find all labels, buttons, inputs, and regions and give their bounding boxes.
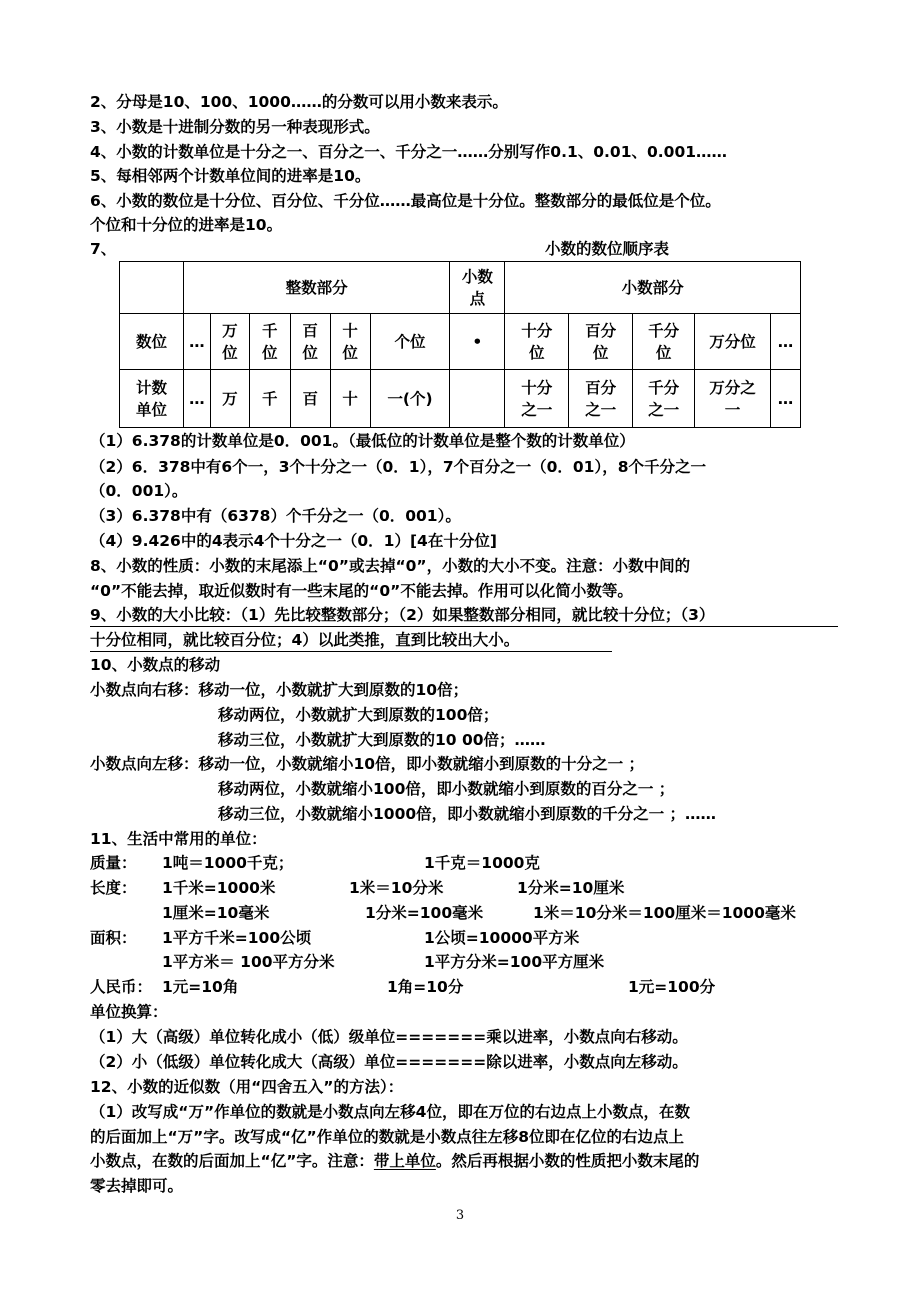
move-left-2: 移动两位，小数就缩小100倍，即小数就缩小到原数的百分之一 ； (218, 780, 675, 798)
table-cell: 千分位 (633, 314, 695, 370)
table-cell: … (183, 314, 210, 370)
approx-line-3 (90, 1151, 699, 1171)
table-cell: 千分之一 (633, 370, 695, 428)
money-unit-1: 1元=10角 (162, 978, 239, 996)
line-6a: 6、小数的数位是十分位、百分位、千分位……最高位是十分位。整数部分的最低位是个位。 (90, 192, 721, 210)
section-11-title: 11、生活中常用的单位： (90, 830, 267, 848)
table-cell: 百位 (290, 314, 330, 370)
length-label: 长度： (90, 879, 137, 897)
integer-part-header: 整数部分 (183, 262, 449, 314)
length-unit-4: 1厘米=10毫米 (162, 904, 270, 922)
approx-line-1: （1）改写成“万”作单位的数就是小数点向左移4位，即在万位的右边点上小数点，在数 (90, 1103, 690, 1121)
table-cell: 万 (210, 370, 249, 428)
row-label-unit: 计数单位 (120, 370, 184, 428)
table-cell: 一(个) (370, 370, 450, 428)
table-cell: 百 (290, 370, 330, 428)
property-9a-underlined: 先比较整数部分；（2）如果整数部分相同，就比较十分位；（3） (274, 606, 715, 624)
table-cell: 十分之一 (505, 370, 569, 428)
area-unit-1: 1平方千米=100公顷 (162, 929, 312, 947)
line-7: 7、 (90, 240, 117, 258)
table-corner-cell (120, 262, 184, 314)
page-number: 3 (455, 1208, 465, 1223)
mass-unit-2: 1千克＝1000克 (424, 854, 540, 872)
area-unit-4: 1平方分米=100平方厘米 (424, 953, 605, 971)
table-row-unit (120, 370, 801, 428)
table-cell: 万分位 (695, 314, 771, 370)
table-cell: 个位 (370, 314, 450, 370)
line-3: 3、小数是十进制分数的另一种表现形式。 (90, 118, 380, 136)
table-cell (450, 370, 505, 428)
table-cell: … (183, 370, 210, 428)
property-9a-prefix: 9、小数的大小比较：（1） (90, 606, 275, 624)
length-unit-1: 1千米=1000米 (162, 879, 276, 897)
line-4: 4、小数的计数单位是十分之一、百分之一、千分之一……分别写作0.1、0.01、0.001…… (90, 143, 728, 161)
table-cell: 十 (330, 370, 370, 428)
length-unit-6: 1米＝10分米＝100厘米＝1000毫米 (533, 904, 796, 922)
table-cell: 百分之一 (569, 370, 633, 428)
move-right-1: 小数点向右移：移动一位，小数就扩大到原数的10倍； (90, 681, 469, 699)
approx-line-4: 零去掉即可。 (90, 1177, 184, 1195)
decimal-point-header: 小数点 (450, 262, 505, 314)
length-unit-2: 1米＝10分米 (349, 879, 444, 897)
approx-line-3-underlined: 带上单位 (373, 1152, 436, 1170)
mass-unit-1: 1吨＝1000千克； (162, 854, 294, 872)
table-cell: 十分位 (505, 314, 569, 370)
example-2a: （2）6．378中有6个一，3个十分之一（0．1），7个百分之一（0．01），8个千分之一 (90, 458, 706, 476)
example-3: （3）6.378中有（6378）个千分之一（0．001）。 (90, 507, 461, 525)
length-unit-5: 1分米=100毫米 (365, 904, 484, 922)
decimal-place-table (119, 261, 801, 428)
table-cell: 万分之一 (695, 370, 771, 428)
section-10-title: 10、小数点的移动 (90, 656, 221, 674)
table-row-place (120, 314, 801, 370)
approx-line-3-prefix: 小数点，在数的后面加上“亿”字。注意： (90, 1152, 374, 1170)
example-1: （1）6.378的计数单位是0．001。（最低位的计数单位是整个数的计数单位） (90, 432, 635, 450)
table-cell: 十位 (330, 314, 370, 370)
move-right-2: 移动两位，小数就扩大到原数的100倍； (218, 706, 499, 724)
table-cell: 百分位 (569, 314, 633, 370)
money-label: 人民币： (90, 978, 153, 996)
table-cell: 千位 (249, 314, 290, 370)
money-unit-3: 1元=100分 (628, 978, 716, 996)
property-9a (90, 605, 714, 625)
table-cell: 千 (249, 370, 290, 428)
example-2b: （0．001）。 (90, 482, 188, 500)
example-4: （4）9.426中的4表示4个十分之一（0．1）[4在十分位] (90, 532, 497, 550)
move-left-1: 小数点向左移：移动一位，小数就缩小10倍，即小数就缩小到原数的十分之一 ； (90, 755, 644, 773)
row-label-place: 数位 (120, 314, 184, 370)
property-8a: 8、小数的性质：小数的末尾添上“0”或去掉“0”，小数的大小不变。注意：小数中间的 (90, 557, 691, 575)
underline-rule-2 (90, 651, 612, 652)
underline-rule-1 (90, 626, 838, 627)
area-label: 面积： (90, 929, 137, 947)
mass-label: 质量： (90, 854, 137, 872)
section-12-title: 12、小数的近似数（用“四舍五入”的方法）： (90, 1078, 404, 1096)
table-header-row (120, 262, 801, 314)
move-left-3: 移动三位，小数就缩小1000倍，即小数就缩小到原数的千分之一 ；…… (218, 805, 717, 823)
area-unit-2: 1公顷=10000平方米 (424, 929, 580, 947)
money-unit-2: 1角=10分 (387, 978, 464, 996)
area-unit-3: 1平方米＝ 100平方分米 (162, 953, 335, 971)
property-9b: 十分位相同，就比较百分位；4）以此类推，直到比较出大小。 (90, 631, 520, 649)
approx-line-3-suffix: 。然后再根据小数的性质把小数末尾的 (435, 1152, 700, 1170)
table-cell: • (450, 314, 505, 370)
line-6b: 个位和十分位的进率是10。 (90, 216, 283, 234)
conversion-title: 单位换算： (90, 1003, 168, 1021)
table-cell: 万位 (210, 314, 249, 370)
length-unit-3: 1分米=10厘米 (517, 879, 625, 897)
property-8b: “0”不能去掉，取近似数时有一些末尾的“0”不能去掉。作用可以化简小数等。 (90, 582, 633, 600)
line-2: 2、分母是10、100、1000……的分数可以用小数来表示。 (90, 93, 508, 111)
table-cell: … (770, 370, 800, 428)
decimal-part-header: 小数部分 (505, 262, 801, 314)
table-cell: … (770, 314, 800, 370)
move-right-3: 移动三位，小数就扩大到原数的10 00倍；…… (218, 731, 546, 749)
approx-line-2: 的后面加上“万”字。改写成“亿”作单位的数就是小数点往左移8位即在亿位的右边点上 (90, 1128, 685, 1146)
line-5: 5、每相邻两个计数单位间的进率是10。 (90, 167, 371, 185)
conversion-1: （1）大（高级）单位转化成小（低）级单位=======乘以进率，小数点向右移动。 (90, 1028, 688, 1046)
conversion-2: （2）小（低级）单位转化成大（高级）单位=======除以进率，小数点向左移动。 (90, 1053, 688, 1071)
table-title: 小数的数位顺序表 (545, 240, 670, 258)
